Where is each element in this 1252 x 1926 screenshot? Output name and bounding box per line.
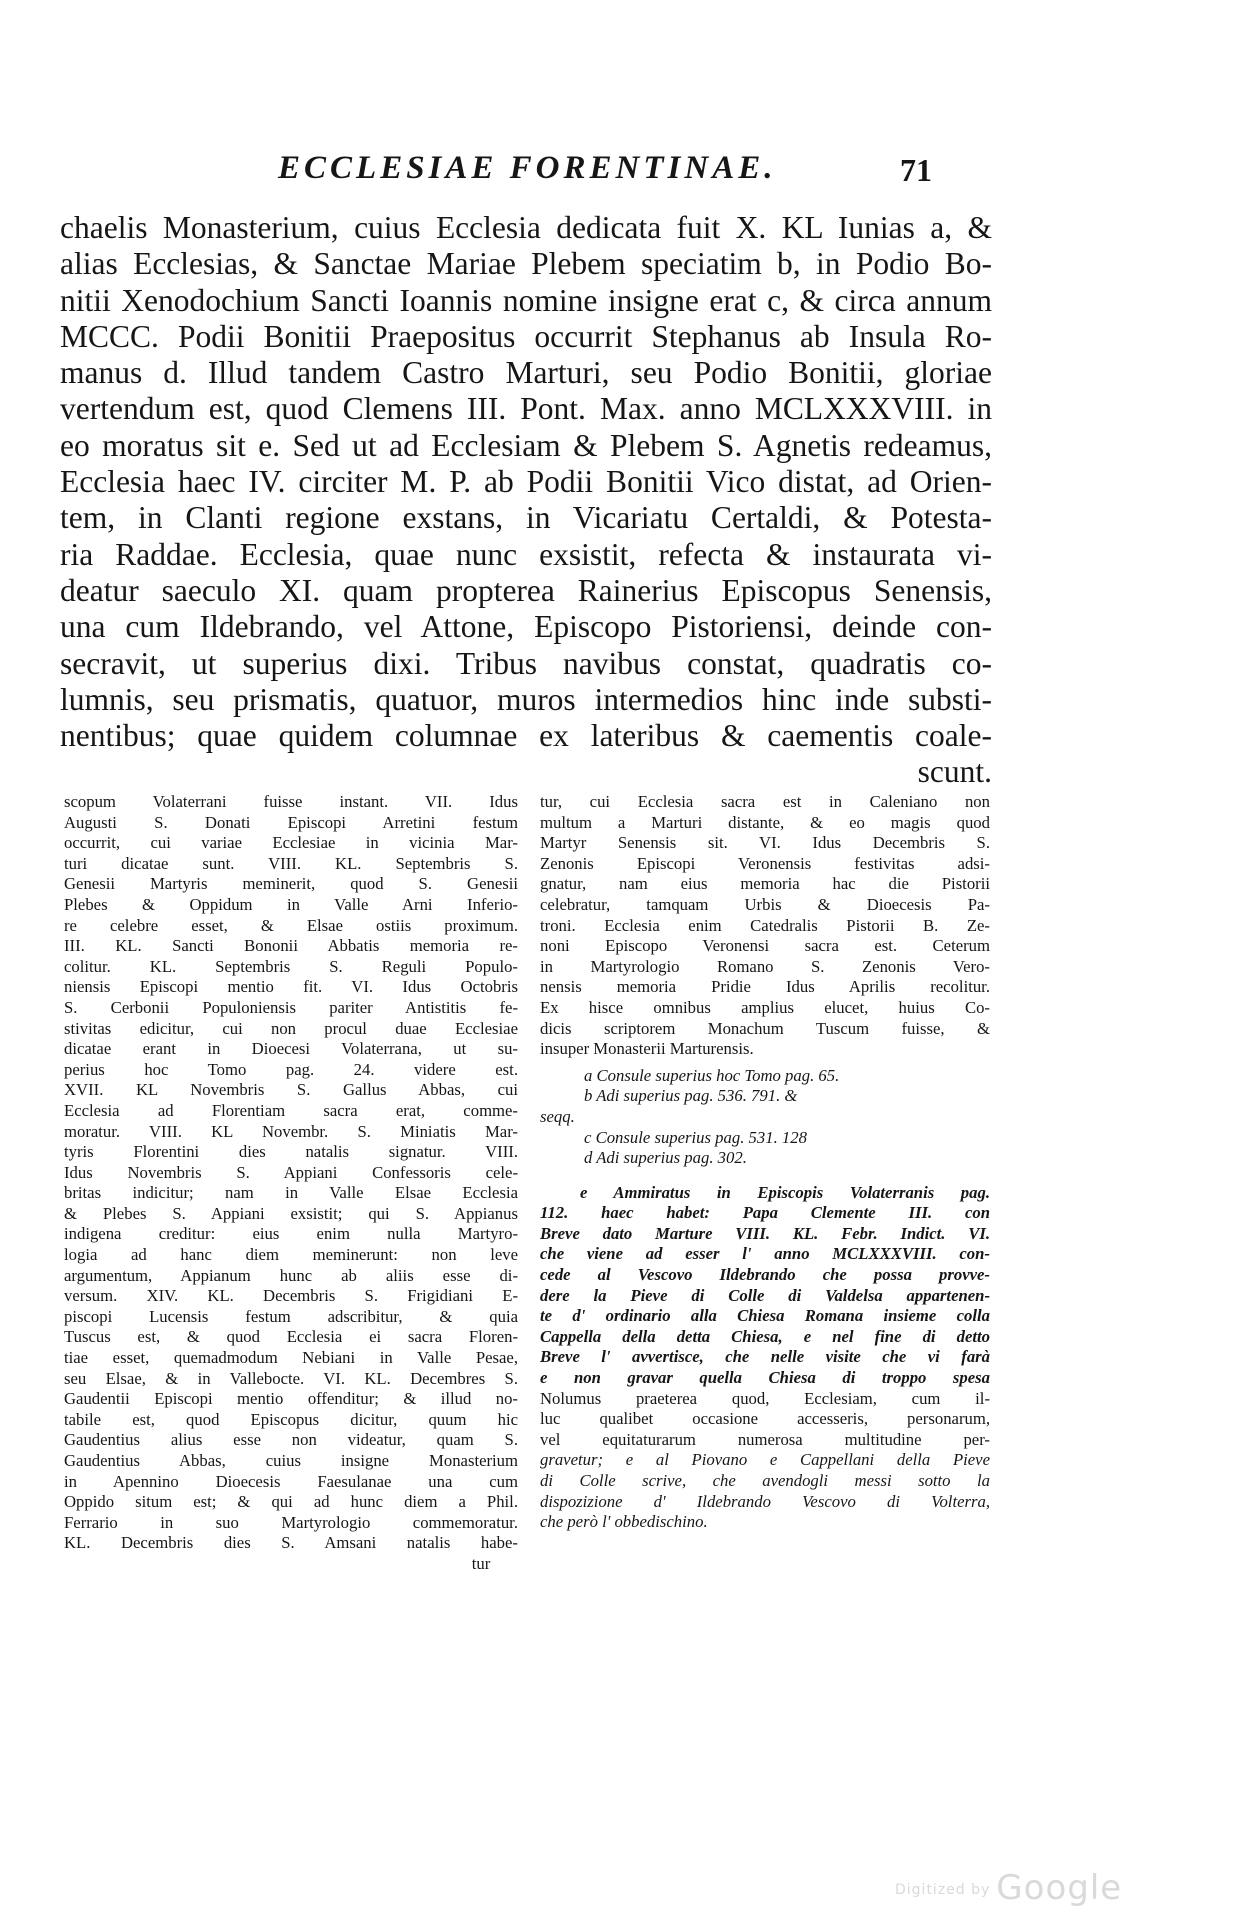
right-col-line: Zenonis Episcopi Veronensis festivitas adsi-	[540, 853, 990, 873]
main-line: chaelis Monasterium, cuius Ecclesia dedicata fuit X. KL Iunias a, &	[60, 210, 992, 245]
note-e-latin-line: che però l' obbedischino.	[540, 1512, 708, 1532]
left-col-line: Genesii Martyris meminerit, quod S. Genesii	[64, 874, 518, 894]
note-e-line: e Ammiratus in Episcopis Volaterranis pag.	[580, 1182, 990, 1202]
left-col-line: Augusti S. Donati Episcopi Arretini festum	[64, 812, 518, 832]
main-line: nitii Xenodochium Sancti Ioannis nomine insigne erat c, & circa annum	[60, 282, 992, 318]
left-col-line: Ferrario in suo Martyrologio commemoratur.	[64, 1512, 518, 1532]
footnote-b: b Adi superius pag. 536. 791. &	[584, 1086, 798, 1106]
right-col-line: noni Episcopo Veronensi sacra est. Ceterum	[540, 936, 990, 956]
main-line: deatur saeculo XI. quam propterea Rainerius Episcopus Senensis,	[60, 572, 992, 608]
note-e-line: 112. haec habet: Papa Clemente III. con	[540, 1203, 990, 1223]
left-col-line: tur	[471, 1553, 491, 1573]
left-col-line: turi dicatae sunt. VIII. KL. Septembris S.	[64, 853, 518, 873]
main-line: MCCC. Podii Bonitii Praepositus occurrit Stephanus ab Insula Ro-	[60, 318, 992, 354]
left-col-line: perius hoc Tomo pag. 24. videre est.	[64, 1059, 518, 1079]
left-col-line: KL. Decembris dies S. Amsani natalis habe-	[64, 1533, 518, 1553]
left-col-line: Plebes & Oppidum in Valle Arni Inferio-	[64, 894, 518, 914]
footnote-a: a Consule superius hoc Tomo pag. 65.	[584, 1065, 840, 1085]
left-col-line: seu Elsae, & in Vallebocte. VI. KL. Decembres S.	[64, 1368, 518, 1388]
right-col-line: nensis memoria Pridie Idus Aprilis recolitur.	[540, 977, 990, 997]
main-line: ria Raddae. Ecclesia, quae nunc exsistit, refecta & instaurata vi-	[60, 536, 992, 572]
footnote-b-cont: seqq.	[540, 1106, 575, 1126]
left-col-line: tiae esset, quemadmodum Nebiani in Valle Pesae,	[64, 1348, 518, 1368]
main-line: nentibus; quae quidem columnae ex lateribus & caementis coale-	[60, 718, 992, 754]
footnote-c: c Consule superius pag. 531. 128	[584, 1127, 807, 1147]
main-line: scunt.	[917, 754, 992, 790]
note-e-latin-line: di Colle scrive, che avendogli messi sotto la	[540, 1471, 990, 1490]
note-e-line: Cappella della detta Chiesa, e nel fine di detto	[540, 1326, 990, 1346]
left-col-line: Gaudentius Abbas, cuius insigne Monasterium	[64, 1451, 518, 1470]
main-line: secravit, ut superius dixi. Tribus navibus constat, quadratis co-	[60, 645, 992, 681]
left-col-line: moratur. VIII. KL Novembr. S. Miniatis Mar-	[64, 1121, 518, 1141]
left-col-line: re celebre esset, & Elsae ostiis proximum.	[64, 915, 518, 935]
left-col-line: Idus Novembris S. Appiani Confessoris cele-	[64, 1162, 518, 1182]
main-line: alias Ecclesias, & Sanctae Mariae Plebem speciatim b, in Podio Bo-	[60, 246, 992, 282]
left-col-line: in Apennino Dioecesis Faesulanae una cum	[64, 1471, 518, 1491]
note-e-line: cede al Vescovo Ildebrando che possa provve-	[540, 1265, 990, 1285]
note-e-latin-line: luc qualibet occasione accesseris, personarum,	[540, 1409, 990, 1429]
left-col-line: indigena creditur: eius enim nulla Martyro-	[64, 1224, 518, 1244]
footnote-e-latin	[540, 1389, 990, 1533]
footnote-d: d Adi superius pag. 302.	[584, 1148, 747, 1168]
spacer	[540, 1169, 990, 1183]
left-col-line: tabile est, quod Episcopus dicitur, quum hic	[64, 1409, 518, 1429]
main-line: una cum Ildebrando, vel Attone, Episcopo Pistoriensi, deinde con-	[60, 609, 992, 645]
left-col-line: Gaudentius alius esse non videatur, quam S.	[64, 1430, 518, 1450]
right-col-line: tur, cui Ecclesia sacra est in Caleniano non	[540, 792, 990, 811]
main-text-block	[60, 210, 992, 791]
right-col-line: celebratur, tamquam Urbis & Dioecesis Pa-	[540, 894, 990, 914]
note-e-line: dere la Pieve di Colle di Valdelsa appartenen-	[540, 1285, 990, 1305]
watermark-prefix: Digitized by	[895, 1881, 991, 1898]
running-title: ECCLESIAE FORENTINAE.	[278, 150, 777, 186]
right-col-line: gnatur, nam eius memoria hac die Pistorii	[540, 874, 990, 894]
note-e-line: che viene ad esser l' anno MCLXXXVIII. con-	[540, 1244, 990, 1264]
left-col-line: Ecclesia ad Florentiam sacra erat, comme-	[64, 1100, 518, 1120]
left-col-line: versum. XIV. KL. Decembris S. Frigidiani E-	[64, 1286, 518, 1306]
note-e-latin-line: gravetur; e al Piovano e Cappellani della Pieve	[540, 1450, 990, 1470]
left-col-line: scopum Volaterrani fuisse instant. VII. Idus	[64, 792, 518, 811]
right-col-line: insuper Monasterii Marturensis.	[540, 1039, 754, 1059]
right-col-line: troni. Ecclesia enim Catedralis Pistorii B. Ze-	[540, 915, 990, 935]
left-col-line: XVII. KL Novembris S. Gallus Abbas, cui	[64, 1080, 518, 1100]
right-col-line: in Martyrologio Romano S. Zenonis Vero-	[540, 956, 990, 976]
left-col-line: logia ad hanc diem meminerunt: non leve	[64, 1245, 518, 1265]
main-line: manus d. Illud tandem Castro Marturi, seu Podio Bonitii, gloriae	[60, 355, 992, 391]
main-line: eo moratus sit e. Sed ut ad Ecclesiam & Plebem S. Agnetis redeamus,	[60, 427, 992, 463]
left-col-line: argumentum, Appianum hunc ab aliis esse di-	[64, 1265, 518, 1285]
main-line: vertendum est, quod Clemens III. Pont. Max. anno MCLXXXVIII. in	[60, 391, 992, 427]
left-col-line: piscopi Lucensis festum adscribitur, & quia	[64, 1306, 518, 1326]
google-watermark	[895, 1868, 1122, 1908]
footnotes-list	[540, 1066, 990, 1169]
left-col-line: S. Cerbonii Populoniensis pariter Antistitis fe-	[64, 997, 518, 1017]
right-col-line: multum a Marturi distante, & eo magis quod	[540, 812, 990, 832]
right-col-line: Martyr Senensis sit. VI. Idus Decembris S.	[540, 833, 990, 853]
note-e-latin-line: Nolumus praeterea quod, Ecclesiam, cum il-	[540, 1388, 990, 1408]
main-line: Ecclesia haec IV. circiter M. P. ab Podii Bonitii Vico distat, ad Orien-	[60, 464, 992, 500]
watermark-brand: Google	[996, 1868, 1123, 1908]
left-col-line: Tuscus est, & quod Ecclesia ei sacra Floren-	[64, 1327, 518, 1347]
note-e-line: Breve dato Marture VIII. KL. Febr. Indict. VI.	[540, 1223, 990, 1243]
left-col-line: & Plebes S. Appiani exsistit; qui S. Appianus	[64, 1203, 518, 1223]
left-footnote-column	[64, 792, 518, 1575]
left-col-line: III. KL. Sancti Bononii Abbatis memoria re-	[64, 936, 518, 956]
left-col-line: stivitas edicitur, cui non procul duae Ecclesiae	[64, 1018, 518, 1038]
right-col-line: dicis scriptorem Monachum Tuscum fuisse, &	[540, 1018, 990, 1038]
left-col-line: colitur. KL. Septembris S. Reguli Populo-	[64, 956, 518, 976]
note-e-line: Breve l' avvertisce, che nelle visite che vi farà	[540, 1347, 990, 1367]
left-col-line: niensis Episcopi mentio fit. VI. Idus Octobris	[64, 977, 518, 997]
left-col-line: occurrit, cui variae Ecclesiae in vicinia Mar-	[64, 833, 518, 853]
left-col-line: Oppido situm est; & qui ad hunc diem a Phil.	[64, 1492, 518, 1512]
page-number: 71	[900, 152, 932, 188]
footnote-e-italian	[540, 1183, 990, 1389]
note-e-latin-line: vel equitaturarum numerosa multitudine per-	[540, 1429, 990, 1449]
right-footnote-column	[540, 792, 990, 1533]
main-line: tem, in Clanti regione exstans, in Vicariatu Certaldi, & Potesta-	[60, 500, 992, 536]
note-e-latin-line: dispozizione d' Ildebrando Vescovo di Volterra,	[540, 1491, 990, 1511]
left-col-line: britas indicitur; nam in Valle Elsae Ecclesia	[64, 1183, 518, 1203]
left-col-line: Gaudentii Episcopi mentio offenditur; & illud no-	[64, 1389, 518, 1409]
left-col-line: tyris Florentini dies natalis signatur. VIII.	[64, 1142, 518, 1162]
note-e-line: e non gravar quella Chiesa di troppo spesa	[540, 1368, 990, 1388]
left-col-line: dicatae erant in Dioecesi Volaterrana, ut su-	[64, 1039, 518, 1059]
note-e-line: te d' ordinario alla Chiesa Romana insieme colla	[540, 1306, 990, 1326]
main-line: lumnis, seu prismatis, quatuor, muros intermedios hinc inde substi-	[60, 681, 992, 717]
running-head	[270, 150, 970, 200]
right-col-line: Ex hisce omnibus amplius elucet, huius Co-	[540, 997, 990, 1017]
